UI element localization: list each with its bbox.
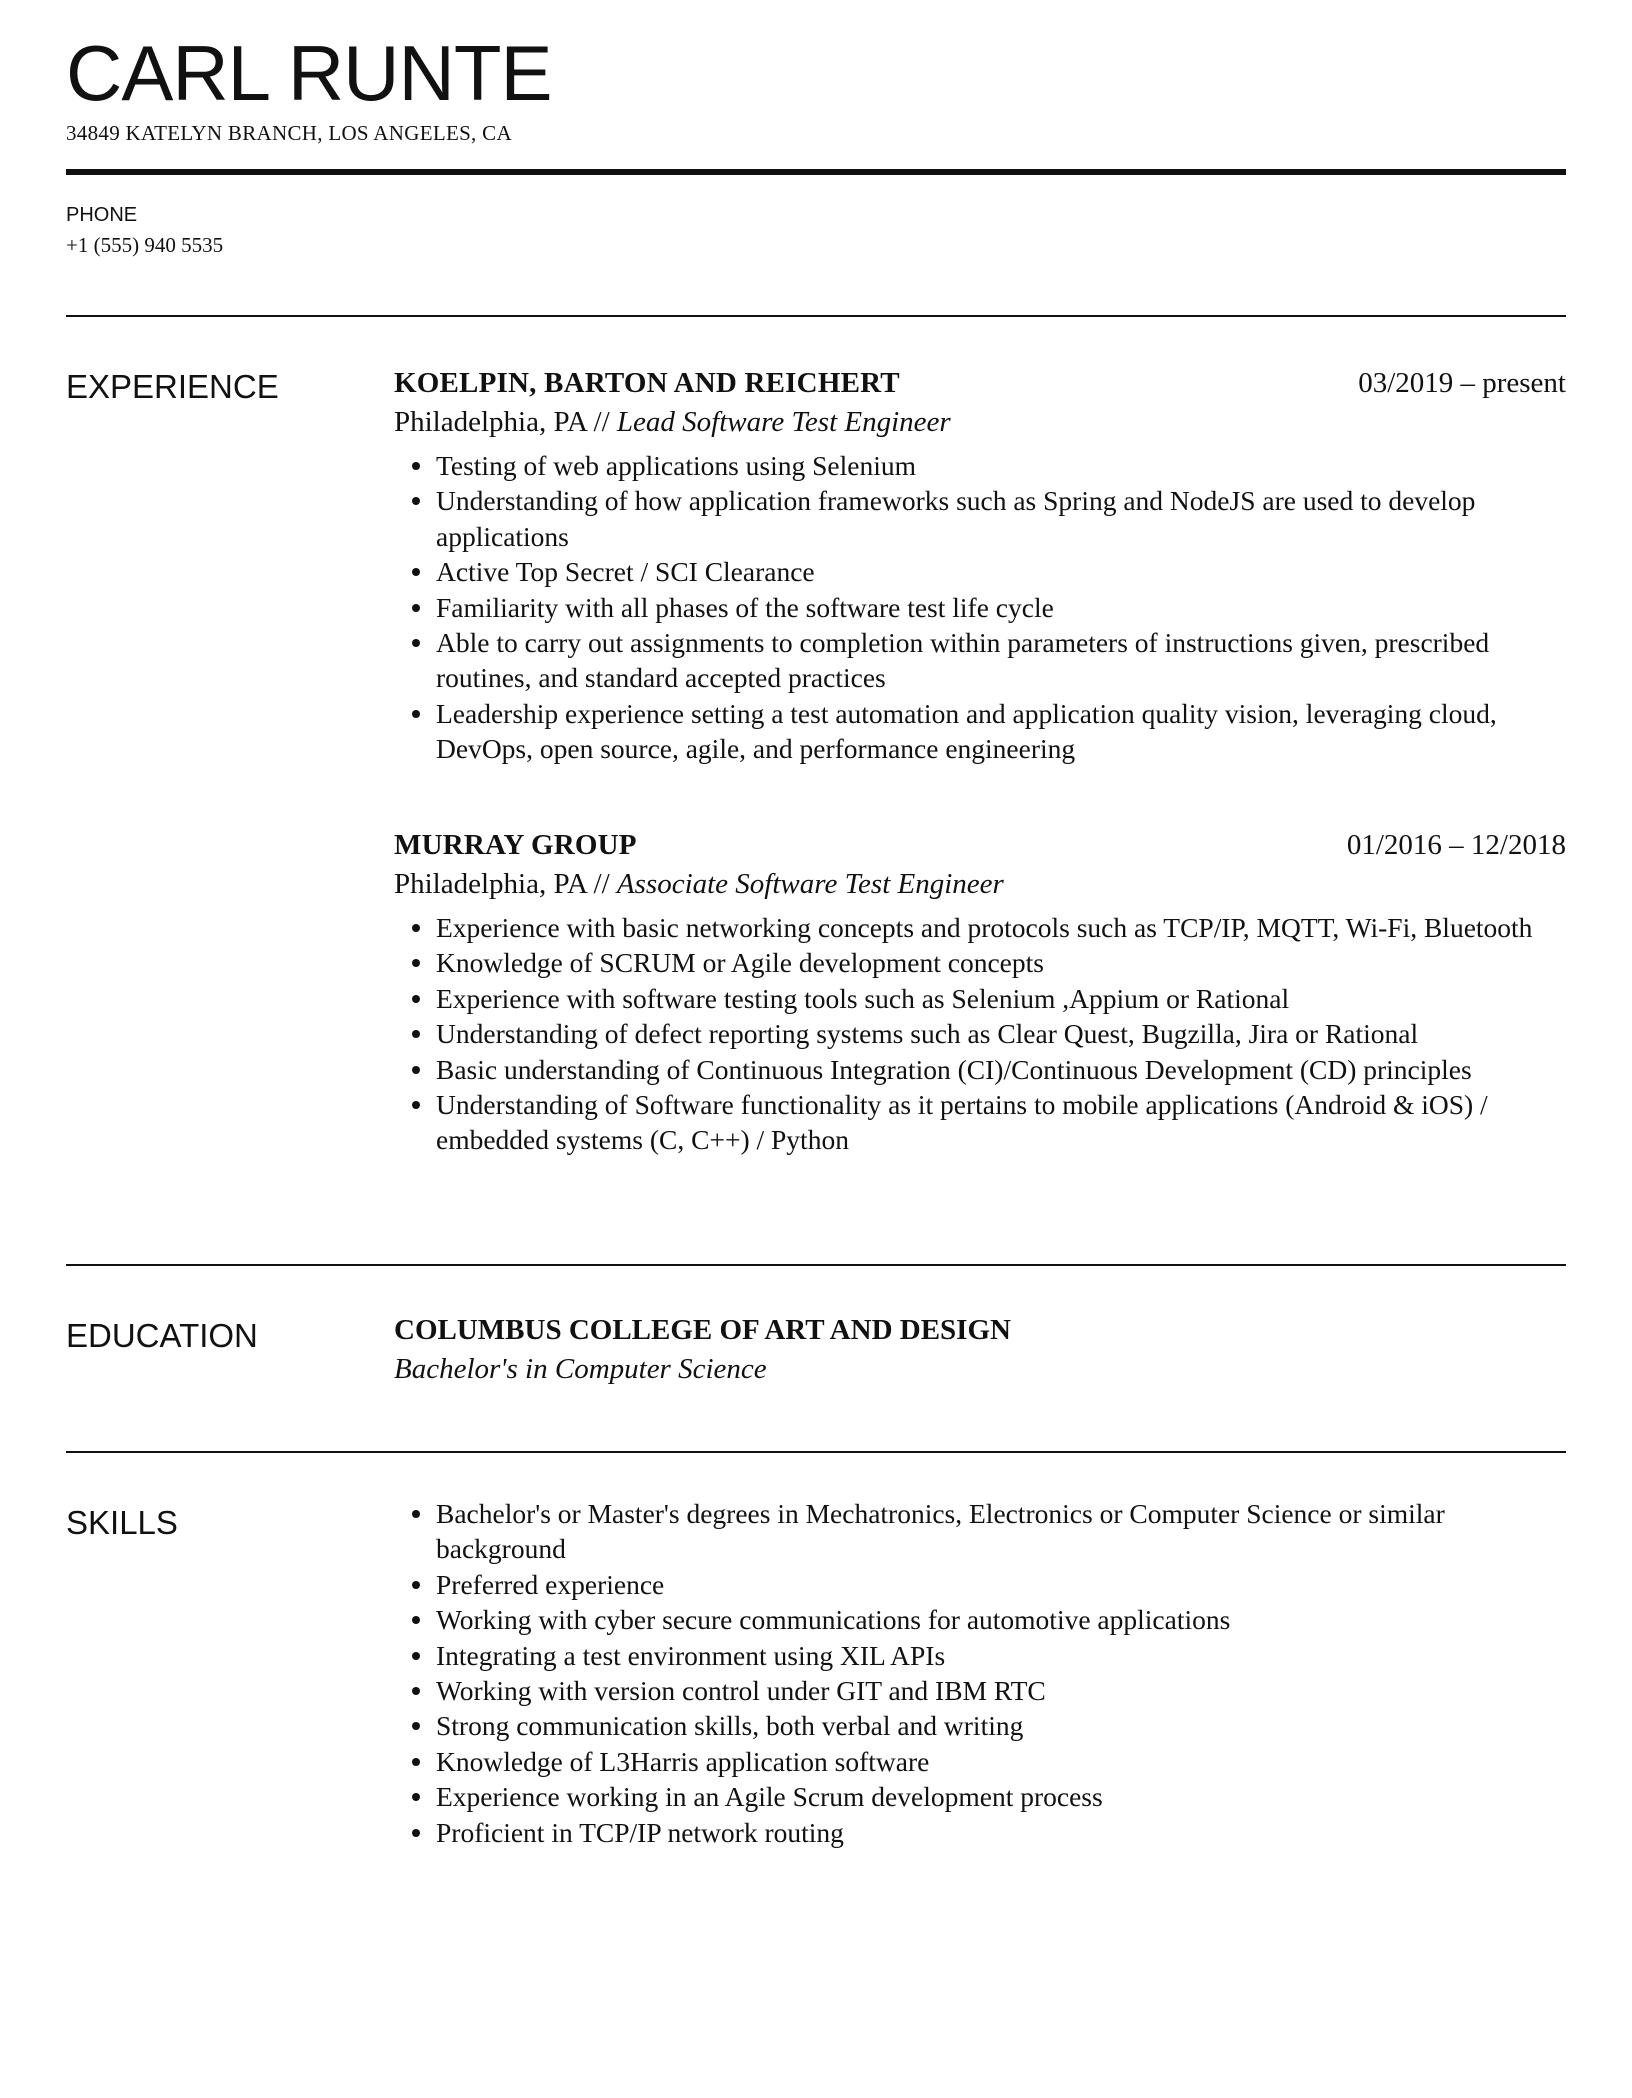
job-bullets xyxy=(394,910,1566,1158)
section-divider xyxy=(66,1451,1566,1453)
job-location: Philadelphia, PA xyxy=(394,868,587,900)
education-heading: EDUCATION xyxy=(66,1317,258,1354)
list-item: Understanding of Software functionality as it pertains to mobile applications (Android & iOS) / embedded systems (C, C++) / Python xyxy=(436,1087,1566,1158)
list-item: Working with version control under GIT and IBM RTC xyxy=(436,1673,1566,1708)
job-separator: // xyxy=(593,868,610,900)
job-subline xyxy=(394,402,1566,442)
candidate-name: CARL RUNTE xyxy=(66,29,552,117)
list-item: Knowledge of L3Harris application software xyxy=(436,1744,1566,1779)
candidate-address: 34849 KATELYN BRANCH, LOS ANGELES, CA xyxy=(66,121,512,145)
list-item: Understanding of how application frameworks such as Spring and NodeJS are used to develop applications xyxy=(436,483,1566,554)
job-separator: // xyxy=(593,406,610,438)
header-divider xyxy=(66,169,1566,175)
list-item: Experience with software testing tools such as Selenium ,Appium or Rational xyxy=(436,981,1566,1016)
section-divider xyxy=(66,1264,1566,1266)
list-item: Basic understanding of Continuous Integration (CI)/Continuous Development (CD) principles xyxy=(436,1052,1566,1087)
list-item: Understanding of defect reporting systems such as Clear Quest, Bugzilla, Jira or Rational xyxy=(436,1016,1566,1051)
job-company: KOELPIN, BARTON AND REICHERT xyxy=(394,367,900,399)
job-company: MURRAY GROUP xyxy=(394,829,637,861)
experience-heading: EXPERIENCE xyxy=(66,368,279,405)
list-item: Able to carry out assignments to completion within parameters of instructions given, prescribed routines, and standard accepted practices xyxy=(436,625,1566,696)
list-item: Integrating a test environment using XIL APIs xyxy=(436,1638,1566,1673)
skills-entry xyxy=(394,1496,1566,1850)
job-dates: 03/2019 – present xyxy=(1358,367,1566,399)
list-item: Testing of web applications using Selenium xyxy=(436,448,1566,483)
job-entry xyxy=(394,826,1566,1158)
education-entry xyxy=(394,1311,1566,1389)
list-item: Experience working in an Agile Scrum development process xyxy=(436,1779,1566,1814)
school-name: COLUMBUS COLLEGE OF ART AND DESIGN xyxy=(394,1314,1011,1346)
list-item: Knowledge of SCRUM or Agile development concepts xyxy=(436,945,1566,980)
job-bullets xyxy=(394,448,1566,767)
job-role: Lead Software Test Engineer xyxy=(616,406,951,438)
job-subline xyxy=(394,864,1566,904)
list-item: Working with cyber secure communications for automotive applications xyxy=(436,1602,1566,1637)
list-item: Strong communication skills, both verbal and writing xyxy=(436,1708,1566,1743)
job-role: Associate Software Test Engineer xyxy=(616,868,1004,900)
skills-heading: SKILLS xyxy=(66,1504,178,1541)
list-item: Experience with basic networking concepts and protocols such as TCP/IP, MQTT, Wi-Fi, Bluetooth xyxy=(436,910,1566,945)
phone-number: +1 (555) 940 5535 xyxy=(66,233,224,257)
list-item: Preferred experience xyxy=(436,1567,1566,1602)
phone-label: PHONE xyxy=(66,204,138,226)
job-location: Philadelphia, PA xyxy=(394,406,587,438)
list-item: Familiarity with all phases of the software test life cycle xyxy=(436,590,1566,625)
job-entry xyxy=(394,364,1566,767)
list-item: Active Top Secret / SCI Clearance xyxy=(436,554,1566,589)
job-header xyxy=(394,826,1566,864)
skills-list xyxy=(394,1496,1566,1850)
job-header xyxy=(394,364,1566,402)
list-item: Leadership experience setting a test automation and application quality vision, leveraging cloud, DevOps, open source, agile, and performance engineering xyxy=(436,696,1566,767)
job-dates: 01/2016 – 12/2018 xyxy=(1346,829,1566,861)
section-divider xyxy=(66,315,1566,317)
list-item: Proficient in TCP/IP network routing xyxy=(436,1815,1566,1850)
list-item: Bachelor's or Master's degrees in Mechatronics, Electronics or Computer Science or similar background xyxy=(436,1496,1566,1567)
degree-name: Bachelor's in Computer Science xyxy=(394,1353,767,1385)
